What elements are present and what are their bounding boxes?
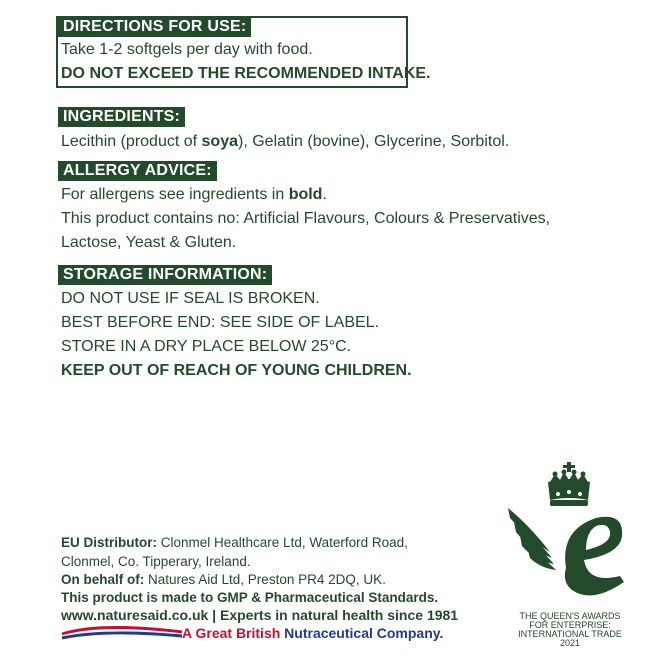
on-behalf-of-text: Natures Aid Ltd, Preston PR4 2DQ, UK. [144, 572, 386, 587]
allergy-line-3: Lactose, Yeast & Gluten. [61, 234, 237, 251]
queens-award-emblem-icon [500, 460, 640, 610]
directions-line-2: DO NOT EXCEED THE RECOMMENDED INTAKE. [61, 65, 431, 82]
eu-distributor-text: Clonmel Healthcare Ltd, Waterford Road, [157, 535, 408, 550]
storage-line-4: KEEP OUT OF REACH OF YOUNG CHILDREN. [61, 362, 412, 379]
allergy-line-2: This product contains no: Artificial Flavours, Colours & Preservatives, [61, 210, 551, 227]
award-year: 2021 [559, 638, 581, 648]
tagline-blue: Nutraceutical Company. [284, 625, 444, 641]
ingredients-post: ), Gelatin (bovine), Glycerine, Sorbitol. [238, 133, 510, 150]
allergy-line-1 [61, 184, 327, 206]
company-tagline [182, 624, 443, 642]
award-line-2: FOR ENTERPRISE: [529, 620, 611, 630]
gmp-statement: This product is made to GMP & Pharmaceutical Standards. [61, 590, 439, 605]
allergy-line-1-pre: For allergens see ingredients in [61, 186, 289, 203]
website-line: www.naturesaid.co.uk | Experts in natural health since 1981 [61, 607, 459, 623]
on-behalf-of [61, 570, 386, 589]
directions-line-1: Take 1-2 softgels per day with food. [61, 41, 313, 58]
storage-line-2: BEST BEFORE END: SEE SIDE OF LABEL. [61, 314, 380, 331]
allergy-line-1-bold: bold [288, 186, 323, 203]
eu-distributor [61, 533, 408, 552]
ingredients-text [61, 131, 509, 153]
award-line-3: INTERNATIONAL TRADE [518, 629, 622, 639]
ingredients-bold: soya [201, 133, 238, 150]
union-swoosh-icon [60, 624, 184, 640]
award-line-1: THE QUEEN'S AWARDS [519, 611, 621, 621]
eu-distributor-address: Clonmel, Co. Tipperary, Ireland. [61, 554, 251, 569]
storage-line-1: DO NOT USE IF SEAL IS BROKEN. [61, 290, 320, 307]
on-behalf-of-label: On behalf of: [61, 572, 145, 587]
ingredients-pre: Lecithin (product of [61, 133, 202, 150]
tagline-red: A Great British [182, 625, 285, 641]
directions-heading: DIRECTIONS FOR USE: [58, 17, 251, 37]
storage-line-3: STORE IN A DRY PLACE BELOW 25°C. [61, 338, 352, 355]
eu-distributor-label: EU Distributor: [61, 535, 157, 550]
storage-heading: STORAGE INFORMATION: [58, 265, 272, 285]
ingredients-heading: INGREDIENTS: [58, 107, 185, 127]
allergy-heading: ALLERGY ADVICE: [58, 161, 217, 181]
allergy-line-1-post: . [322, 186, 327, 203]
